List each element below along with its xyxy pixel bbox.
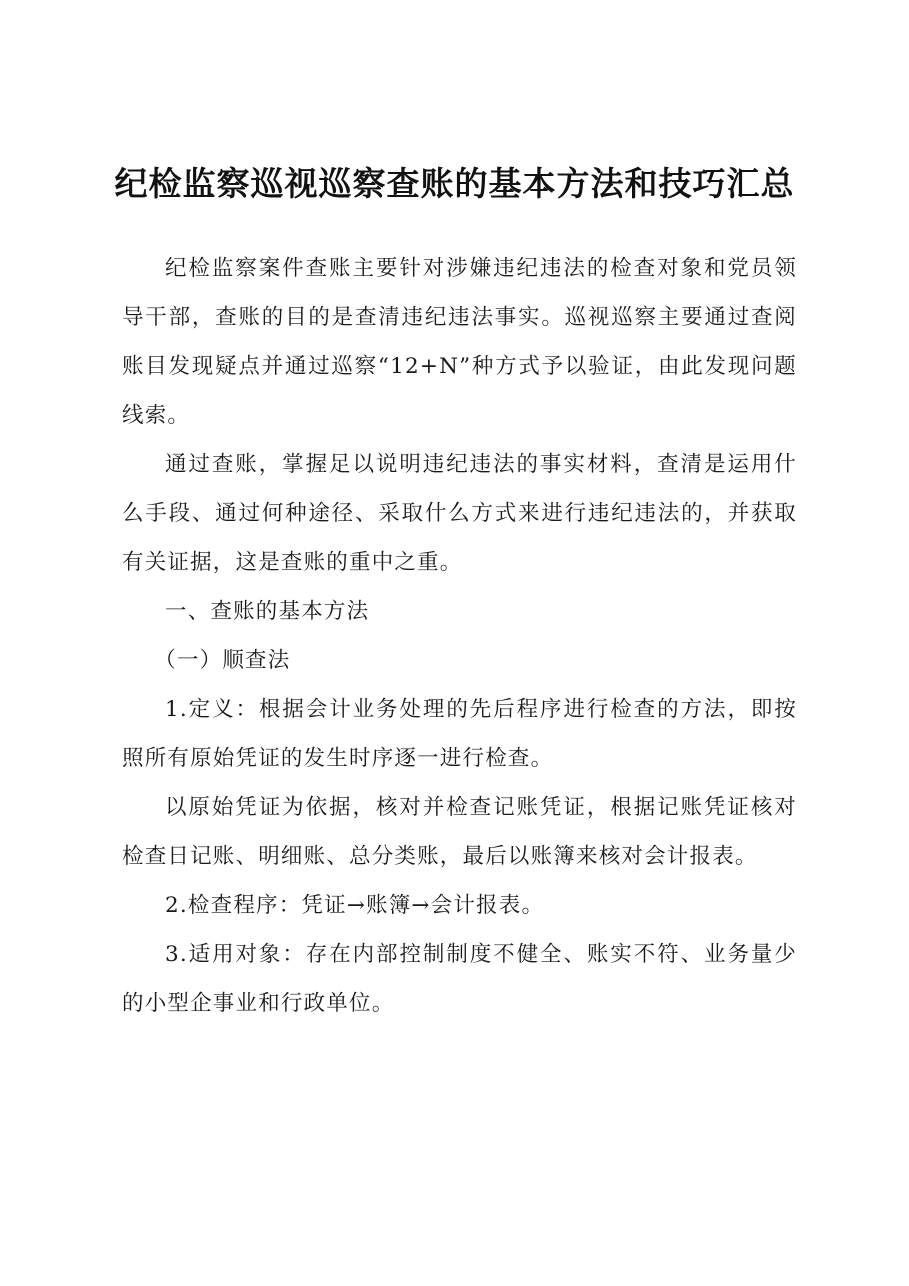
paragraph-check-procedure: 2.检查程序：凭证→账簿→会计报表。 [165,893,545,918]
document-body [122,244,797,1028]
paragraph-purpose: 通过查账，掌握足以说明违纪违法的事实材料，查清是运用什么手段、通过何种途径、采取什么方式来进行违纪违法的，并获取有关证据，这是查账的重中之重。 [122,452,797,575]
paragraph-definition: 1.定义：根据会计业务处理的先后程序进行检查的方法，即按照所有原始凭证的发生时序逐一进行检查。 [122,697,797,771]
section-heading-basic-methods: 一、查账的基本方法 [165,599,370,624]
subsection-heading-sequential-check: （一）顺查法 [154,648,291,673]
paragraph-intro: 纪检监察案件查账主要针对涉嫌违纪违法的检查对象和党员领导干部，查账的目的是查清违纪违法事实。巡视巡察主要通过查阅账目发现疑点并通过巡察“12+N”种方式予以验证，由此发现问题线索。 [122,256,797,428]
document-title: 纪检监察巡视巡察查账的基本方法和技巧汇总 [114,164,795,203]
paragraph-procedure-detail: 以原始凭证为依据，核对并检查记账凭证，根据记账凭证核对检查日记账、明细账、总分类账，最后以账簿来核对会计报表。 [122,795,797,869]
paragraph-applicable-objects: 3.适用对象：存在内部控制制度不健全、账实不符、业务量少的小型企事业和行政单位。 [122,942,797,1016]
